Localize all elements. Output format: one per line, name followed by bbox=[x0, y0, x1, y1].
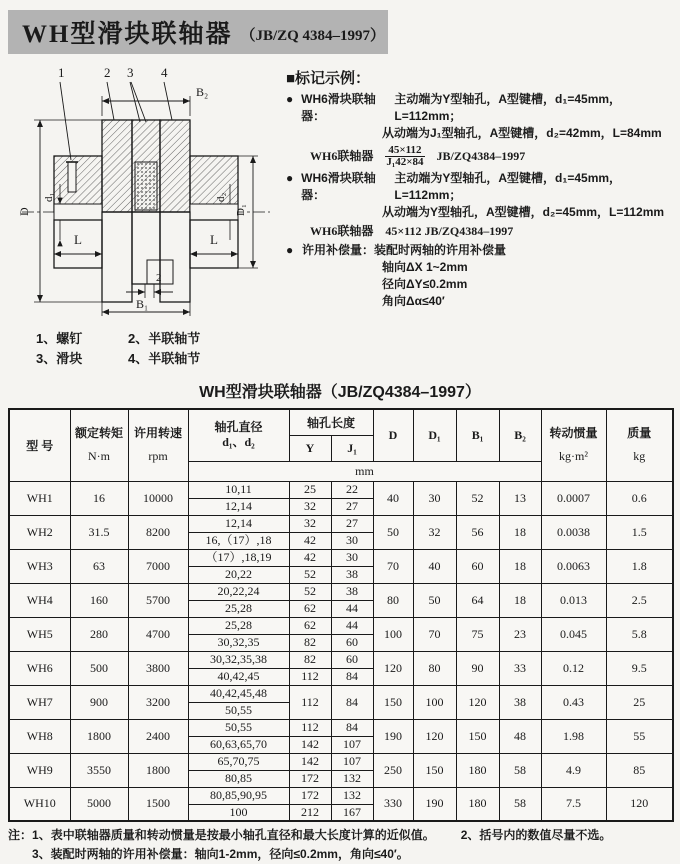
header-torque bbox=[70, 409, 128, 481]
spec-cell: 30 bbox=[331, 549, 373, 566]
spec-cell: 112 bbox=[289, 668, 331, 685]
spec-cell: 3200 bbox=[128, 685, 188, 719]
spec-cell: 120 bbox=[373, 651, 413, 685]
callout-4: 4 bbox=[161, 65, 168, 80]
spec-cell: 40,42,45,48 bbox=[188, 685, 289, 702]
dim-L-left: L bbox=[74, 232, 82, 247]
table-row bbox=[9, 753, 673, 770]
spec-cell: 70 bbox=[413, 617, 456, 651]
spec-cell: 1500 bbox=[128, 787, 188, 821]
spec-cell: 112 bbox=[289, 685, 331, 719]
spec-cell: 100 bbox=[373, 617, 413, 651]
spec-cell: 1800 bbox=[128, 753, 188, 787]
spec-cell: 5700 bbox=[128, 583, 188, 617]
spec-cell: 120 bbox=[456, 685, 499, 719]
spec-cell: 1.5 bbox=[606, 515, 673, 549]
table-row bbox=[9, 549, 673, 566]
spec-cell: 5.8 bbox=[606, 617, 673, 651]
marking-heading: ■标记示例： bbox=[286, 70, 371, 87]
spec-cell: 0.0063 bbox=[541, 549, 606, 583]
spec-cell: 25,28 bbox=[188, 617, 289, 634]
spec-cell: 52 bbox=[289, 566, 331, 583]
header-speed-unit: rpm bbox=[148, 449, 168, 464]
spec-cell: （17）,18,19 bbox=[188, 549, 289, 566]
spec-cell: 107 bbox=[331, 736, 373, 753]
spec-cell: 38 bbox=[499, 685, 541, 719]
spec-cell: 58 bbox=[499, 753, 541, 787]
example2-designation bbox=[286, 223, 672, 240]
legend-item-2: 2、半联轴节 bbox=[128, 331, 201, 346]
table-row bbox=[9, 617, 673, 634]
spec-cell: 120 bbox=[413, 719, 456, 753]
dim-gap: 2 bbox=[156, 272, 162, 284]
spec-cell: 80,85,90,95 bbox=[188, 787, 289, 804]
spec-cell: 120 bbox=[606, 787, 673, 821]
header-mass-unit: kg bbox=[633, 449, 646, 464]
spec-cell: 80,85 bbox=[188, 770, 289, 787]
example1-designation bbox=[286, 144, 672, 168]
spec-cell: 85 bbox=[606, 753, 673, 787]
spec-cell: 212 bbox=[289, 804, 331, 821]
spec-cell: 22 bbox=[331, 481, 373, 498]
spec-cell: WH9 bbox=[9, 753, 70, 787]
spec-cell: 112 bbox=[289, 719, 331, 736]
designation-fraction bbox=[385, 144, 424, 168]
header-length: 轴孔长度 bbox=[289, 409, 373, 435]
spec-cell: WH7 bbox=[9, 685, 70, 719]
table-title: WH型滑块联轴器（JB/ZQ4384–1997） bbox=[199, 384, 481, 401]
spec-cell: 65,70,75 bbox=[188, 753, 289, 770]
spec-cell: 330 bbox=[373, 787, 413, 821]
dim-d2: d₂ bbox=[215, 192, 227, 202]
bullet-icon: ● bbox=[286, 92, 294, 106]
legend-item-1: 1、螺钉 bbox=[36, 331, 83, 346]
dim-d1: d₁ bbox=[43, 192, 55, 202]
spec-cell: 64 bbox=[456, 583, 499, 617]
spec-cell: 30 bbox=[413, 481, 456, 515]
spec-cell: 18 bbox=[499, 583, 541, 617]
spec-cell: 4.9 bbox=[541, 753, 606, 787]
spec-cell: 58 bbox=[499, 787, 541, 821]
spec-cell: 160 bbox=[70, 583, 128, 617]
legend-item-3: 3、滑块 bbox=[36, 351, 83, 366]
header-mass bbox=[606, 409, 673, 481]
spec-cell: 10,11 bbox=[188, 481, 289, 498]
spec-cell: 20,22 bbox=[188, 566, 289, 583]
spec-cell: 84 bbox=[331, 685, 373, 719]
spec-cell: 42 bbox=[289, 549, 331, 566]
standard-number: （JB/ZQ 4384–1997） bbox=[240, 27, 386, 44]
header-model: 型 号 bbox=[9, 409, 70, 481]
designation-value: 45×112 JB/ZQ4384–1997 bbox=[385, 224, 514, 238]
spec-cell: 150 bbox=[456, 719, 499, 753]
spec-cell: 50,55 bbox=[188, 719, 289, 736]
note-1: 1、表中联轴器质量和转动惯量是按最小轴孔直径和最大长度计算的近似值。 bbox=[32, 828, 435, 842]
example2-line2: 从动端为Y型轴孔，A型键槽，d₂=45mm，L=112mm bbox=[382, 205, 665, 219]
spec-cell: 132 bbox=[331, 787, 373, 804]
compensation-axial: 轴向ΔX 1~2mm bbox=[382, 260, 468, 274]
spec-cell: 9.5 bbox=[606, 651, 673, 685]
spec-cell: 2400 bbox=[128, 719, 188, 753]
spec-cell: 132 bbox=[331, 770, 373, 787]
spec-cell: 8200 bbox=[128, 515, 188, 549]
title-banner bbox=[8, 10, 388, 54]
spec-cell: 62 bbox=[289, 617, 331, 634]
spec-cell: 56 bbox=[456, 515, 499, 549]
spec-cell: 0.6 bbox=[606, 481, 673, 515]
spec-cell: 80 bbox=[413, 651, 456, 685]
dim-B2: B₂ bbox=[196, 85, 209, 99]
spec-cell: 18 bbox=[499, 515, 541, 549]
table-row bbox=[9, 651, 673, 668]
example2-line1: 主动端为Y型轴孔，A型键槽，d₁=45mm，L=112mm； bbox=[394, 171, 622, 202]
spec-cell: WH1 bbox=[9, 481, 70, 515]
spec-cell: 0.045 bbox=[541, 617, 606, 651]
header-Y: Y bbox=[289, 435, 331, 461]
spec-cell: 38 bbox=[331, 566, 373, 583]
spec-cell: 0.0007 bbox=[541, 481, 606, 515]
header-J1: J₁ bbox=[331, 435, 373, 461]
example1-line1: 主动端为Y型轴孔，A型键槽，d₁=45mm，L=112mm； bbox=[394, 92, 622, 123]
callout-3: 3 bbox=[127, 65, 134, 80]
spec-cell: 31.5 bbox=[70, 515, 128, 549]
spec-cell: 25 bbox=[289, 481, 331, 498]
spec-cell: 180 bbox=[456, 753, 499, 787]
table-row bbox=[9, 685, 673, 702]
spec-cell: 30,32,35,38 bbox=[188, 651, 289, 668]
note-2: 2、括号内的数值尽量不选。 bbox=[460, 828, 612, 842]
spec-cell: 1800 bbox=[70, 719, 128, 753]
spec-cell: 60 bbox=[331, 634, 373, 651]
spec-cell: 60 bbox=[331, 651, 373, 668]
note-3: 3、装配时两轴的许用补偿量：轴向1-2mm，径向≤0.2mm，角向≤40′。 bbox=[32, 847, 409, 861]
table-row bbox=[9, 515, 673, 532]
dim-D: D bbox=[17, 207, 31, 216]
spec-cell: 25,28 bbox=[188, 600, 289, 617]
spec-cell: 18 bbox=[499, 549, 541, 583]
spec-cell: WH5 bbox=[9, 617, 70, 651]
compensation-angular: 角向Δα≤40′ bbox=[382, 294, 445, 308]
spec-cell: 5000 bbox=[70, 787, 128, 821]
spec-cell: 23 bbox=[499, 617, 541, 651]
spec-cell: 32 bbox=[289, 515, 331, 532]
header-unit-band: mm bbox=[188, 461, 541, 481]
example2-title: WH6滑块联轴器： bbox=[301, 171, 376, 202]
spec-cell: 0.0038 bbox=[541, 515, 606, 549]
dim-L-right: L bbox=[210, 232, 218, 247]
header-D1: D₁ bbox=[413, 409, 456, 461]
spec-cell: 0.013 bbox=[541, 583, 606, 617]
spec-cell: 500 bbox=[70, 651, 128, 685]
spec-cell: 280 bbox=[70, 617, 128, 651]
spec-cell: 32 bbox=[289, 498, 331, 515]
legend-item-4: 4、半联轴节 bbox=[128, 351, 201, 366]
spec-cell: WH3 bbox=[9, 549, 70, 583]
spec-cell: 38 bbox=[331, 583, 373, 600]
footnotes bbox=[8, 826, 672, 864]
header-torque-unit: N·m bbox=[88, 449, 110, 464]
header-D: D bbox=[373, 409, 413, 461]
spec-table-body bbox=[9, 481, 673, 821]
spec-cell: 4700 bbox=[128, 617, 188, 651]
technical-drawing bbox=[8, 62, 276, 369]
table-row bbox=[9, 583, 673, 600]
spec-cell: 40 bbox=[373, 481, 413, 515]
spec-cell: 10000 bbox=[128, 481, 188, 515]
spec-cell: 107 bbox=[331, 753, 373, 770]
spec-cell: 190 bbox=[373, 719, 413, 753]
example1-title: WH6滑块联轴器： bbox=[301, 92, 376, 123]
spec-cell: 62 bbox=[289, 600, 331, 617]
spec-cell: 3800 bbox=[128, 651, 188, 685]
spec-cell: 172 bbox=[289, 770, 331, 787]
compensation-line1: 装配时两轴的许用补偿量 bbox=[374, 243, 507, 257]
spec-cell: 82 bbox=[289, 634, 331, 651]
spec-cell: 60 bbox=[456, 549, 499, 583]
spec-cell: 90 bbox=[456, 651, 499, 685]
designation-standard: JB/ZQ4384–1997 bbox=[436, 148, 526, 163]
compensation-radial: 径向ΔY≤0.2mm bbox=[382, 277, 468, 291]
spec-cell: 900 bbox=[70, 685, 128, 719]
spec-cell: WH2 bbox=[9, 515, 70, 549]
header-mass-label: 质量 bbox=[627, 426, 652, 441]
spec-cell: 3550 bbox=[70, 753, 128, 787]
spec-cell: 100 bbox=[188, 804, 289, 821]
header-inertia-label: 转动惯量 bbox=[549, 426, 598, 441]
header-inertia-unit: kg·m² bbox=[559, 449, 588, 464]
bullet-icon: ● bbox=[286, 171, 294, 185]
spec-cell: 150 bbox=[373, 685, 413, 719]
marking-examples bbox=[276, 62, 672, 369]
spec-cell: WH6 bbox=[9, 651, 70, 685]
spec-table bbox=[8, 408, 674, 822]
spec-cell: 55 bbox=[606, 719, 673, 753]
header-B2: B₂ bbox=[499, 409, 541, 461]
spec-cell: 16,（17）,18 bbox=[188, 532, 289, 549]
spec-cell: 142 bbox=[289, 736, 331, 753]
spec-cell: 50 bbox=[373, 515, 413, 549]
spec-cell: 150 bbox=[413, 753, 456, 787]
spec-cell: 7000 bbox=[128, 549, 188, 583]
header-bore-label: 轴孔直径 bbox=[214, 420, 263, 435]
fraction-denominator: J₁42×84 bbox=[386, 156, 424, 168]
table-row bbox=[9, 719, 673, 736]
spec-cell: 1.98 bbox=[541, 719, 606, 753]
designation-name: WH6联轴器 bbox=[310, 224, 374, 238]
spec-cell: 50 bbox=[413, 583, 456, 617]
spec-cell: 142 bbox=[289, 753, 331, 770]
spec-cell: 12,14 bbox=[188, 498, 289, 515]
spec-cell: 30,32,35 bbox=[188, 634, 289, 651]
dim-D1: D₁ bbox=[235, 204, 247, 216]
designation-name: WH6联轴器 bbox=[310, 148, 374, 163]
spec-cell: 0.12 bbox=[541, 651, 606, 685]
spec-cell: 50,55 bbox=[188, 702, 289, 719]
header-bore bbox=[188, 409, 289, 461]
header-inertia bbox=[541, 409, 606, 481]
spec-cell: 13 bbox=[499, 481, 541, 515]
spec-cell: 180 bbox=[456, 787, 499, 821]
spec-cell: 70 bbox=[373, 549, 413, 583]
spec-cell: WH10 bbox=[9, 787, 70, 821]
spec-cell: 63 bbox=[70, 549, 128, 583]
spec-cell: 44 bbox=[331, 600, 373, 617]
spec-cell: 52 bbox=[456, 481, 499, 515]
callout-1: 1 bbox=[58, 65, 65, 80]
spec-cell: 2.5 bbox=[606, 583, 673, 617]
callout-2: 2 bbox=[104, 65, 111, 80]
spec-cell: 44 bbox=[331, 617, 373, 634]
spec-cell: 42 bbox=[289, 532, 331, 549]
spec-cell: 250 bbox=[373, 753, 413, 787]
spec-cell: 7.5 bbox=[541, 787, 606, 821]
spec-cell: 190 bbox=[413, 787, 456, 821]
compensation-list bbox=[286, 259, 672, 310]
spec-cell: 27 bbox=[331, 498, 373, 515]
spec-cell: 84 bbox=[331, 668, 373, 685]
table-row bbox=[9, 787, 673, 804]
header-speed-label: 许用转速 bbox=[133, 426, 182, 441]
spec-cell: 20,22,24 bbox=[188, 583, 289, 600]
spec-cell: 172 bbox=[289, 787, 331, 804]
spec-cell: 32 bbox=[413, 515, 456, 549]
spec-cell: 80 bbox=[373, 583, 413, 617]
page-title: WH型滑块联轴器 bbox=[22, 21, 233, 48]
spec-cell: 84 bbox=[331, 719, 373, 736]
spec-cell: 82 bbox=[289, 651, 331, 668]
note-prefix: 注： bbox=[8, 828, 33, 842]
spec-cell: 27 bbox=[331, 515, 373, 532]
spec-cell: 40 bbox=[413, 549, 456, 583]
spec-cell: 167 bbox=[331, 804, 373, 821]
example1-line2: 从动端为J₁型轴孔，A型键槽，d₂=42mm，L=84mm bbox=[382, 126, 662, 140]
spec-cell: 100 bbox=[413, 685, 456, 719]
dim-B1: B₁ bbox=[136, 297, 149, 311]
spec-cell: WH4 bbox=[9, 583, 70, 617]
spec-cell: WH8 bbox=[9, 719, 70, 753]
spec-cell: 60,63,65,70 bbox=[188, 736, 289, 753]
spec-cell: 12,14 bbox=[188, 515, 289, 532]
parts-legend bbox=[36, 329, 276, 369]
spec-cell: 48 bbox=[499, 719, 541, 753]
spec-cell: 75 bbox=[456, 617, 499, 651]
spec-cell: 40,42,45 bbox=[188, 668, 289, 685]
spec-cell: 0.43 bbox=[541, 685, 606, 719]
spec-cell: 30 bbox=[331, 532, 373, 549]
spec-cell: 33 bbox=[499, 651, 541, 685]
spec-cell: 16 bbox=[70, 481, 128, 515]
header-speed bbox=[128, 409, 188, 481]
header-bore-sub: d₁、d₂ bbox=[222, 435, 255, 450]
table-row bbox=[9, 481, 673, 498]
header-torque-label: 额定转矩 bbox=[74, 426, 123, 441]
bullet-icon: ● bbox=[286, 243, 294, 257]
header-B1: B₁ bbox=[456, 409, 499, 461]
spec-cell: 52 bbox=[289, 583, 331, 600]
spec-cell: 1.8 bbox=[606, 549, 673, 583]
coupling-section-drawing bbox=[8, 62, 276, 320]
fraction-numerator: 45×112 bbox=[385, 144, 424, 157]
spec-cell: 25 bbox=[606, 685, 673, 719]
compensation-title: 许用补偿量： bbox=[302, 243, 375, 257]
